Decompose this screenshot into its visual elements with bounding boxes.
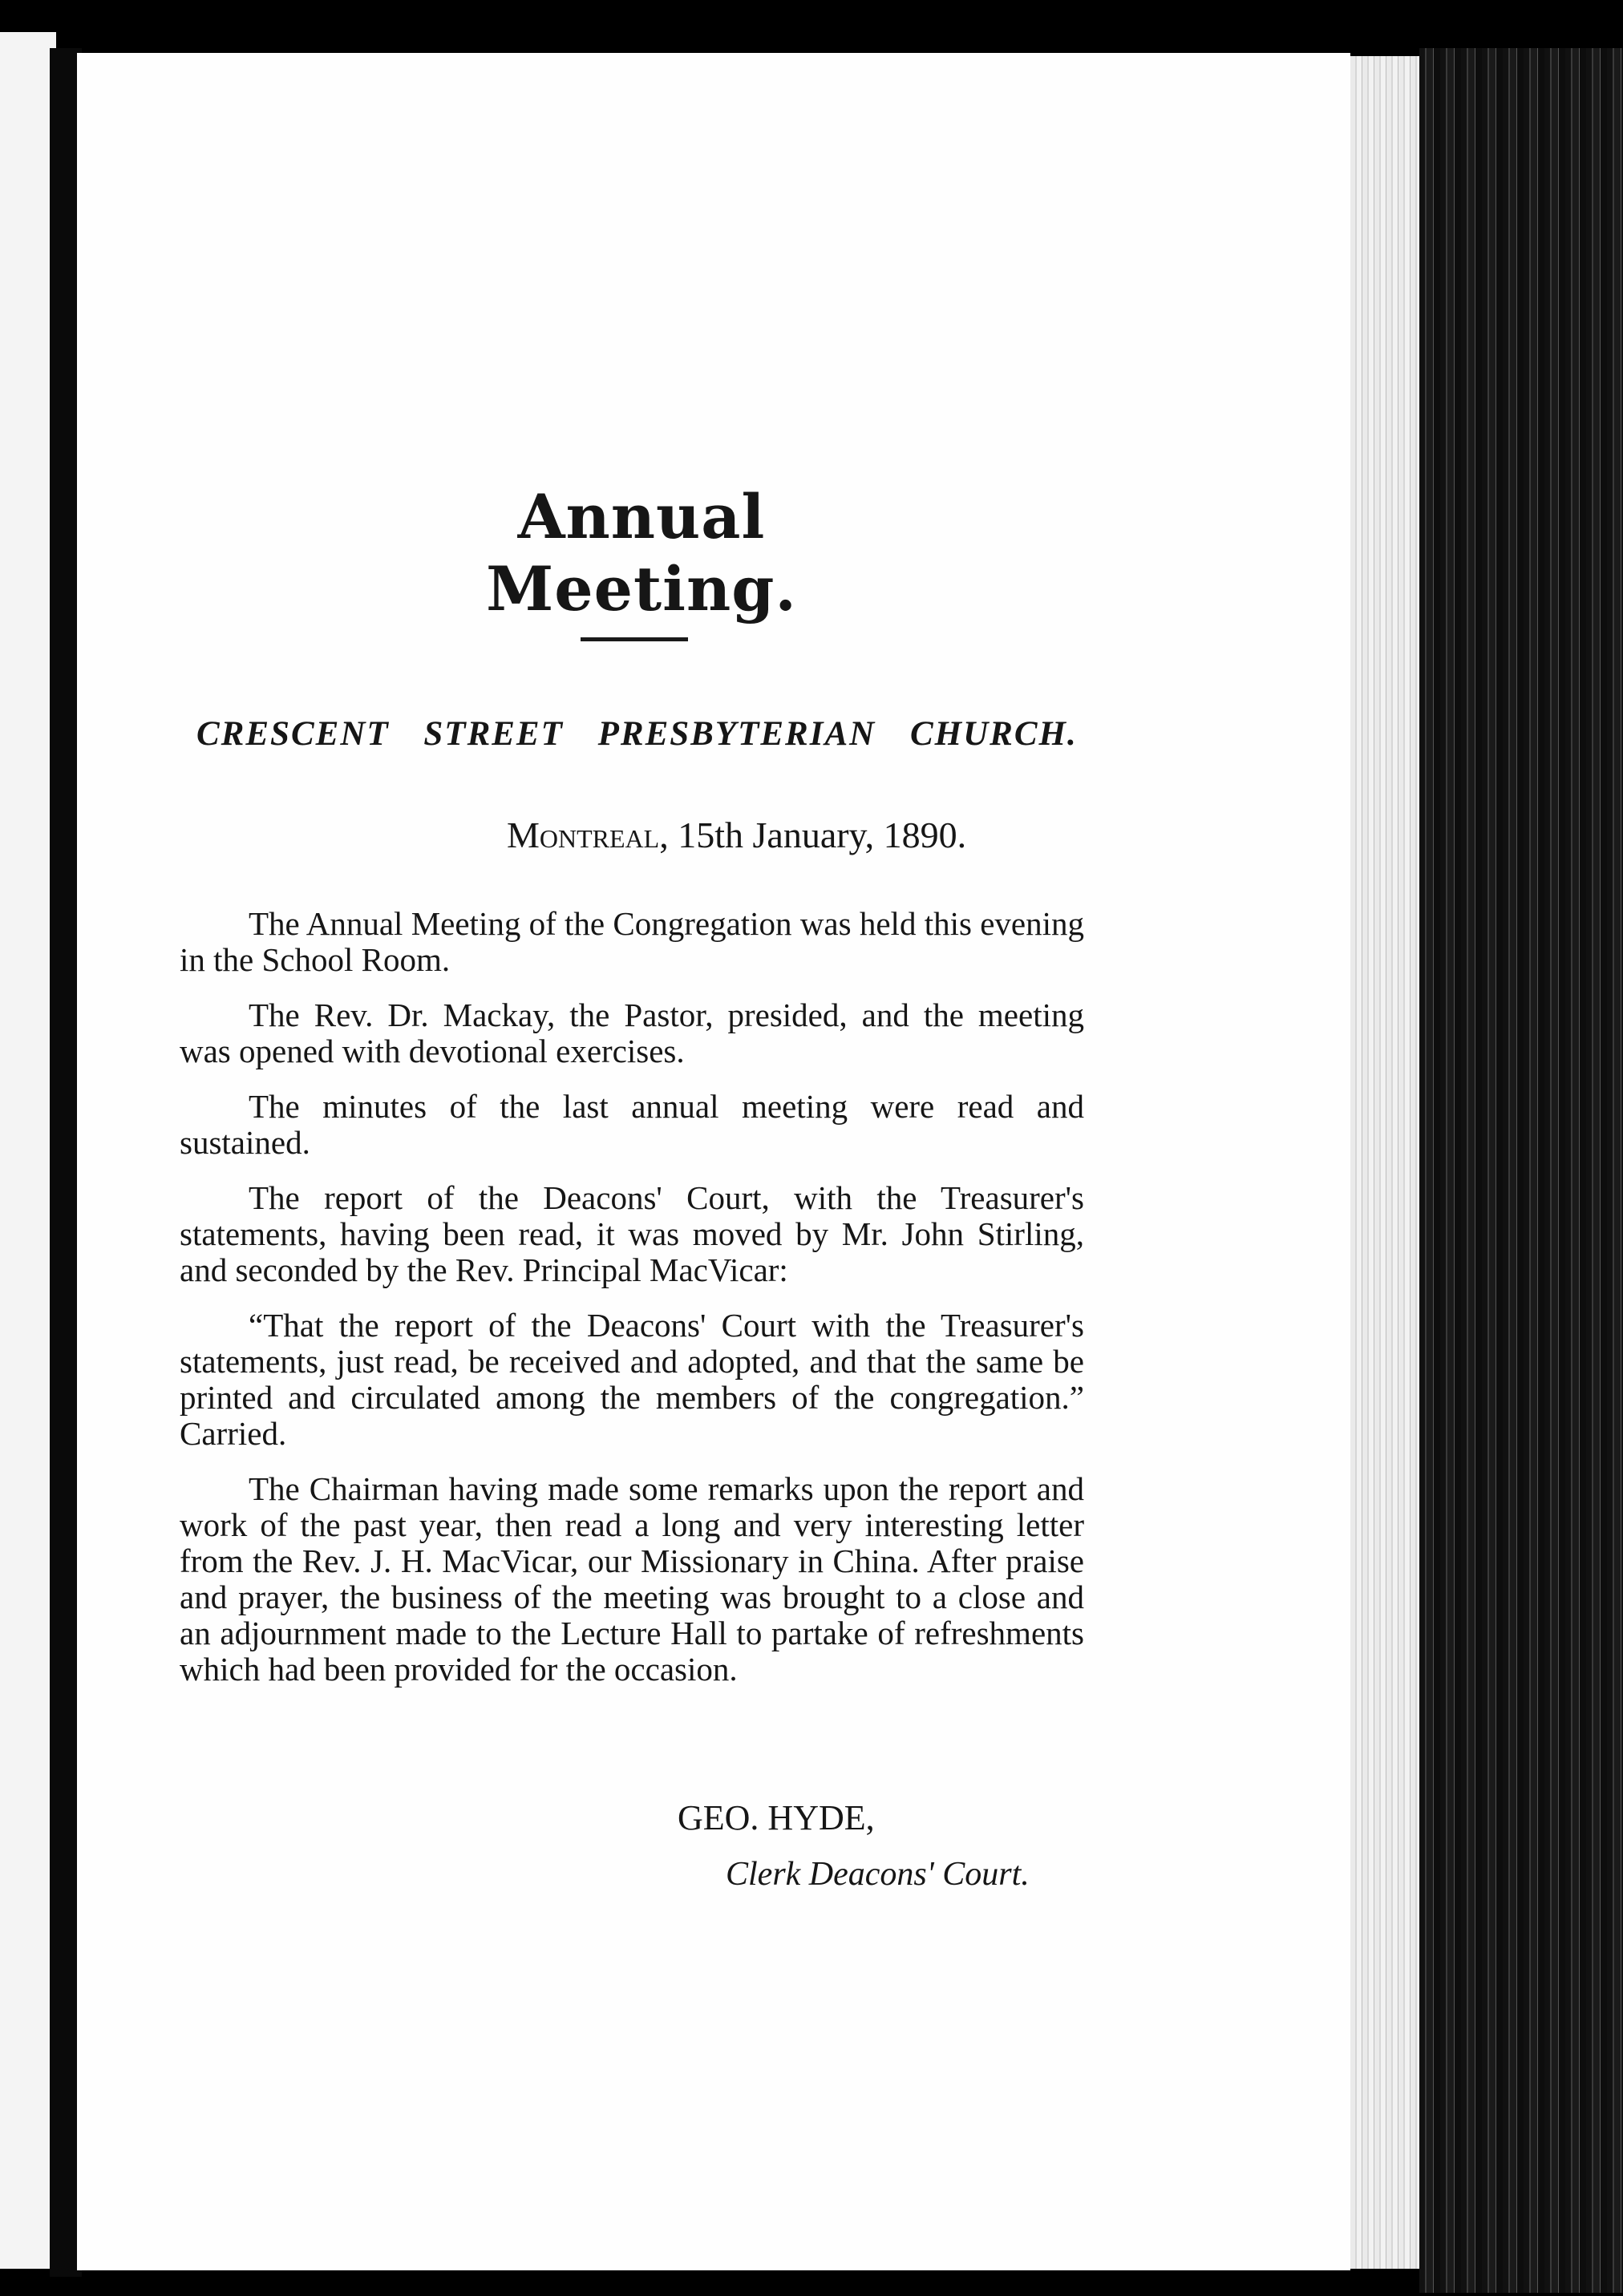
church-name: CRESCENT STREET PRESBYTERIAN CHURCH.: [196, 715, 1078, 753]
paragraph: The Annual Meeting of the Congregation was held this evening in the School Room.: [180, 905, 1084, 978]
paragraph: “That the report of the Deacons' Court with the Treasurer's statements, just read, be received and adopted, and that the same be printed and circulated among the members of the congregation.” Carried.: [180, 1307, 1084, 1452]
title-rule: [581, 637, 688, 641]
page-edges: [1350, 56, 1431, 2269]
dateline-city: Montreal,: [507, 815, 669, 855]
page-title: Annual Meeting.: [486, 481, 797, 625]
paragraph: The Rev. Dr. Mackay, the Pastor, presided, and the meeting was opened with devotional exercises.: [180, 996, 1084, 1069]
signature-name: GEO. HYDE,: [678, 1798, 875, 1837]
facing-page-edge: [0, 32, 56, 2269]
paragraph: The Chairman having made some remarks upon the report and work of the past year, then read a long and very interesting letter from the Rev. J. H. MacVicar, our Missionary in China. After praise and prayer, the business of the meeting was brought to a close and an adjournment made to the Lecture Hall to partake of refreshments which had been provided for the occasion.: [180, 1470, 1084, 1688]
book-fore-edge: [1419, 48, 1623, 2293]
paragraph: The report of the Deacons' Court, with the Treasurer's statements, having been read, it was moved by Mr. John Stirling, and seconded by the Rev. Principal MacVicar:: [180, 1179, 1084, 1288]
dateline: [507, 811, 1148, 859]
signature-title: Clerk Deacons' Court.: [726, 1856, 1030, 1893]
paragraph: The minutes of the last annual meeting were read and sustained.: [180, 1088, 1084, 1161]
minutes-body: [180, 906, 1084, 1707]
dateline-date: 15th January, 1890.: [678, 815, 967, 855]
